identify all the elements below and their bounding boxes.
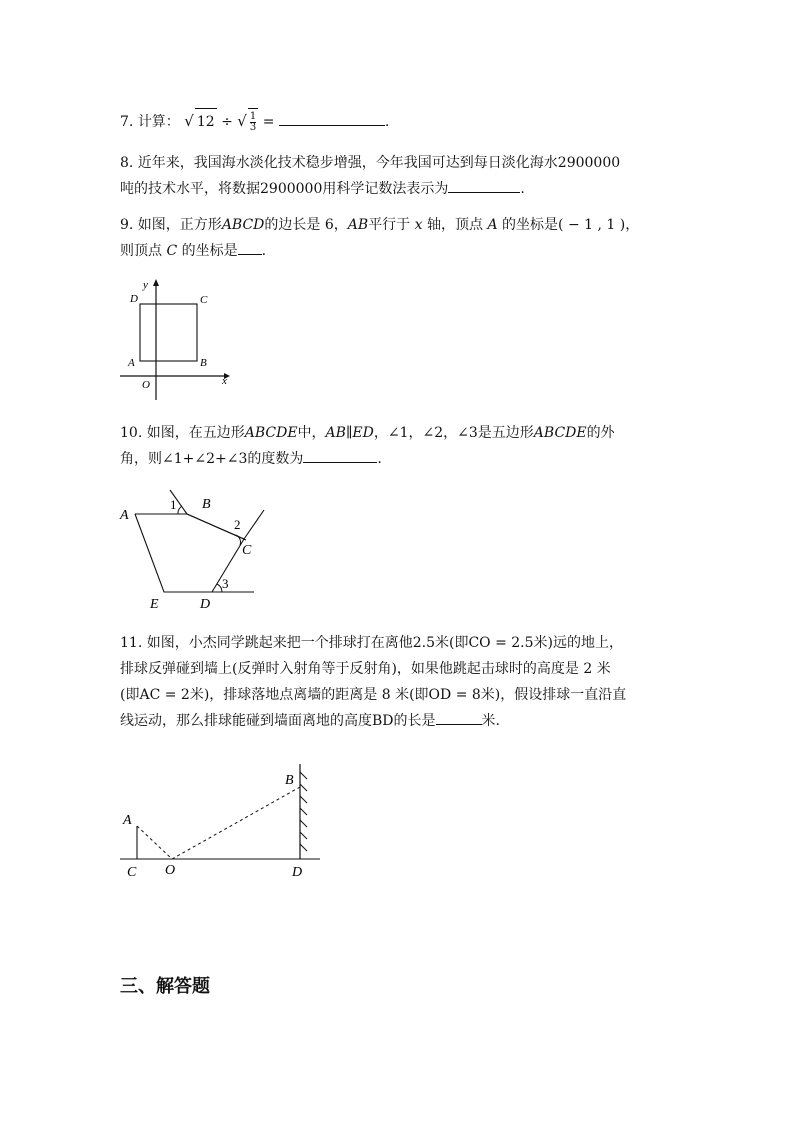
q9-coord: ( − 1 , 1 ) bbox=[558, 217, 626, 233]
q7-answer-blank[interactable] bbox=[279, 111, 385, 126]
label-b: B bbox=[285, 773, 294, 788]
question-9: 9. 如图，正方形ABCD的边长是 6，AB平行于 x 轴，顶点 A 的坐标是( − 1 , 1 )， 则顶点 C 的坐标是 . bbox=[120, 217, 640, 259]
label-1: 1 bbox=[170, 497, 177, 512]
label-o: O bbox=[142, 379, 150, 391]
q11-answer-blank[interactable] bbox=[436, 710, 482, 725]
question-11: 11. 如图，小杰同学跳起来把一个排球打在离他2.5米(即CO = 2.5米)远的地上， 排球反弹碰到墙上(反弹时入射角等于反射角)，如果他跳起击球时的高度是 2 米 (即AC = 2米)，排球落地点离墙的距离是 8 米(即OD = 8米)，假设排球一直沿直 线运动，那么排球能碰到墙面离地的高度BD的长是 米. bbox=[120, 630, 680, 734]
q8-line1: 8. 近年来，我国海水淡化技术稳步增强，今年我国可达到每日淡化海水2900000 bbox=[120, 155, 621, 171]
q11-line4: 线运动，那么排球能碰到墙面离地的高度BD的长是 bbox=[120, 713, 436, 729]
label-y: y bbox=[143, 279, 148, 291]
ext-2b bbox=[244, 510, 264, 539]
label-x: x bbox=[222, 375, 227, 387]
question-10: 10. 如图，在五边形ABCDE中，AB∥ED，∠1，∠2，∠3是五边形ABCDE的外 角，则∠1+∠2+∠3的度数为 . bbox=[120, 425, 615, 467]
label-d: D bbox=[200, 597, 211, 612]
q8-answer-blank[interactable] bbox=[448, 178, 520, 193]
q10-answer-blank[interactable] bbox=[303, 448, 377, 463]
q7-radicand: 12 bbox=[195, 108, 217, 135]
figure-11-volleyball bbox=[115, 762, 325, 882]
label-e: E bbox=[150, 597, 159, 612]
label-d: D bbox=[292, 865, 303, 880]
q11-line2: 排球反弹碰到墙上(反弹时入射角等于反射角)，如果他跳起击球时的高度是 2 米 bbox=[120, 661, 611, 677]
q7-frac-num: 1 bbox=[249, 110, 257, 122]
label-c: C bbox=[200, 294, 208, 306]
q7-div: ÷ bbox=[221, 114, 233, 130]
square-abcd bbox=[140, 304, 197, 361]
label-3: 3 bbox=[222, 576, 229, 591]
path-ao bbox=[137, 826, 172, 859]
q8-line2: 吨的技术水平，将数据2900000用科学记数法表示为 bbox=[120, 181, 449, 197]
label-2: 2 bbox=[234, 517, 241, 532]
label-a: A bbox=[123, 813, 132, 828]
label-o: O bbox=[165, 863, 176, 878]
label-c: C bbox=[242, 543, 252, 558]
q11-line3: (即AC = 2米)，排球落地点离墙的距离是 8 米(即OD = 8米)，假设排球一直沿直 bbox=[120, 687, 627, 703]
label-c: C bbox=[127, 865, 137, 880]
section-heading: 三、解答题 bbox=[120, 976, 210, 997]
question-8: 8. 近年来，我国海水淡化技术稳步增强，今年我国可达到每日淡化海水2900000 吨的技术水平，将数据2900000用科学记数法表示为 . bbox=[120, 150, 680, 202]
label-d: D bbox=[130, 293, 138, 305]
label-a: A bbox=[128, 357, 135, 369]
q7-prefix: 计算： bbox=[137, 114, 180, 130]
label-a: A bbox=[120, 508, 129, 523]
label-b: B bbox=[202, 497, 211, 512]
q11-line1: 11. 如图，小杰同学跳起来把一个排球打在离他2.5米(即CO = 2.5米)远的地上， bbox=[120, 635, 623, 651]
figure-10-pentagon bbox=[112, 482, 282, 612]
q7-frac-den: 3 bbox=[249, 121, 257, 133]
path-ob bbox=[172, 787, 300, 859]
label-b: B bbox=[200, 357, 207, 369]
question-7: 7. 计算： √ 12 ÷ √ $\frac{1}{3}$ = . bbox=[120, 108, 680, 135]
figure-9-square-axes bbox=[118, 276, 238, 406]
q7-number: 7. bbox=[120, 114, 134, 130]
q7-eq: = bbox=[262, 114, 275, 130]
q9-answer-blank[interactable] bbox=[238, 240, 262, 255]
